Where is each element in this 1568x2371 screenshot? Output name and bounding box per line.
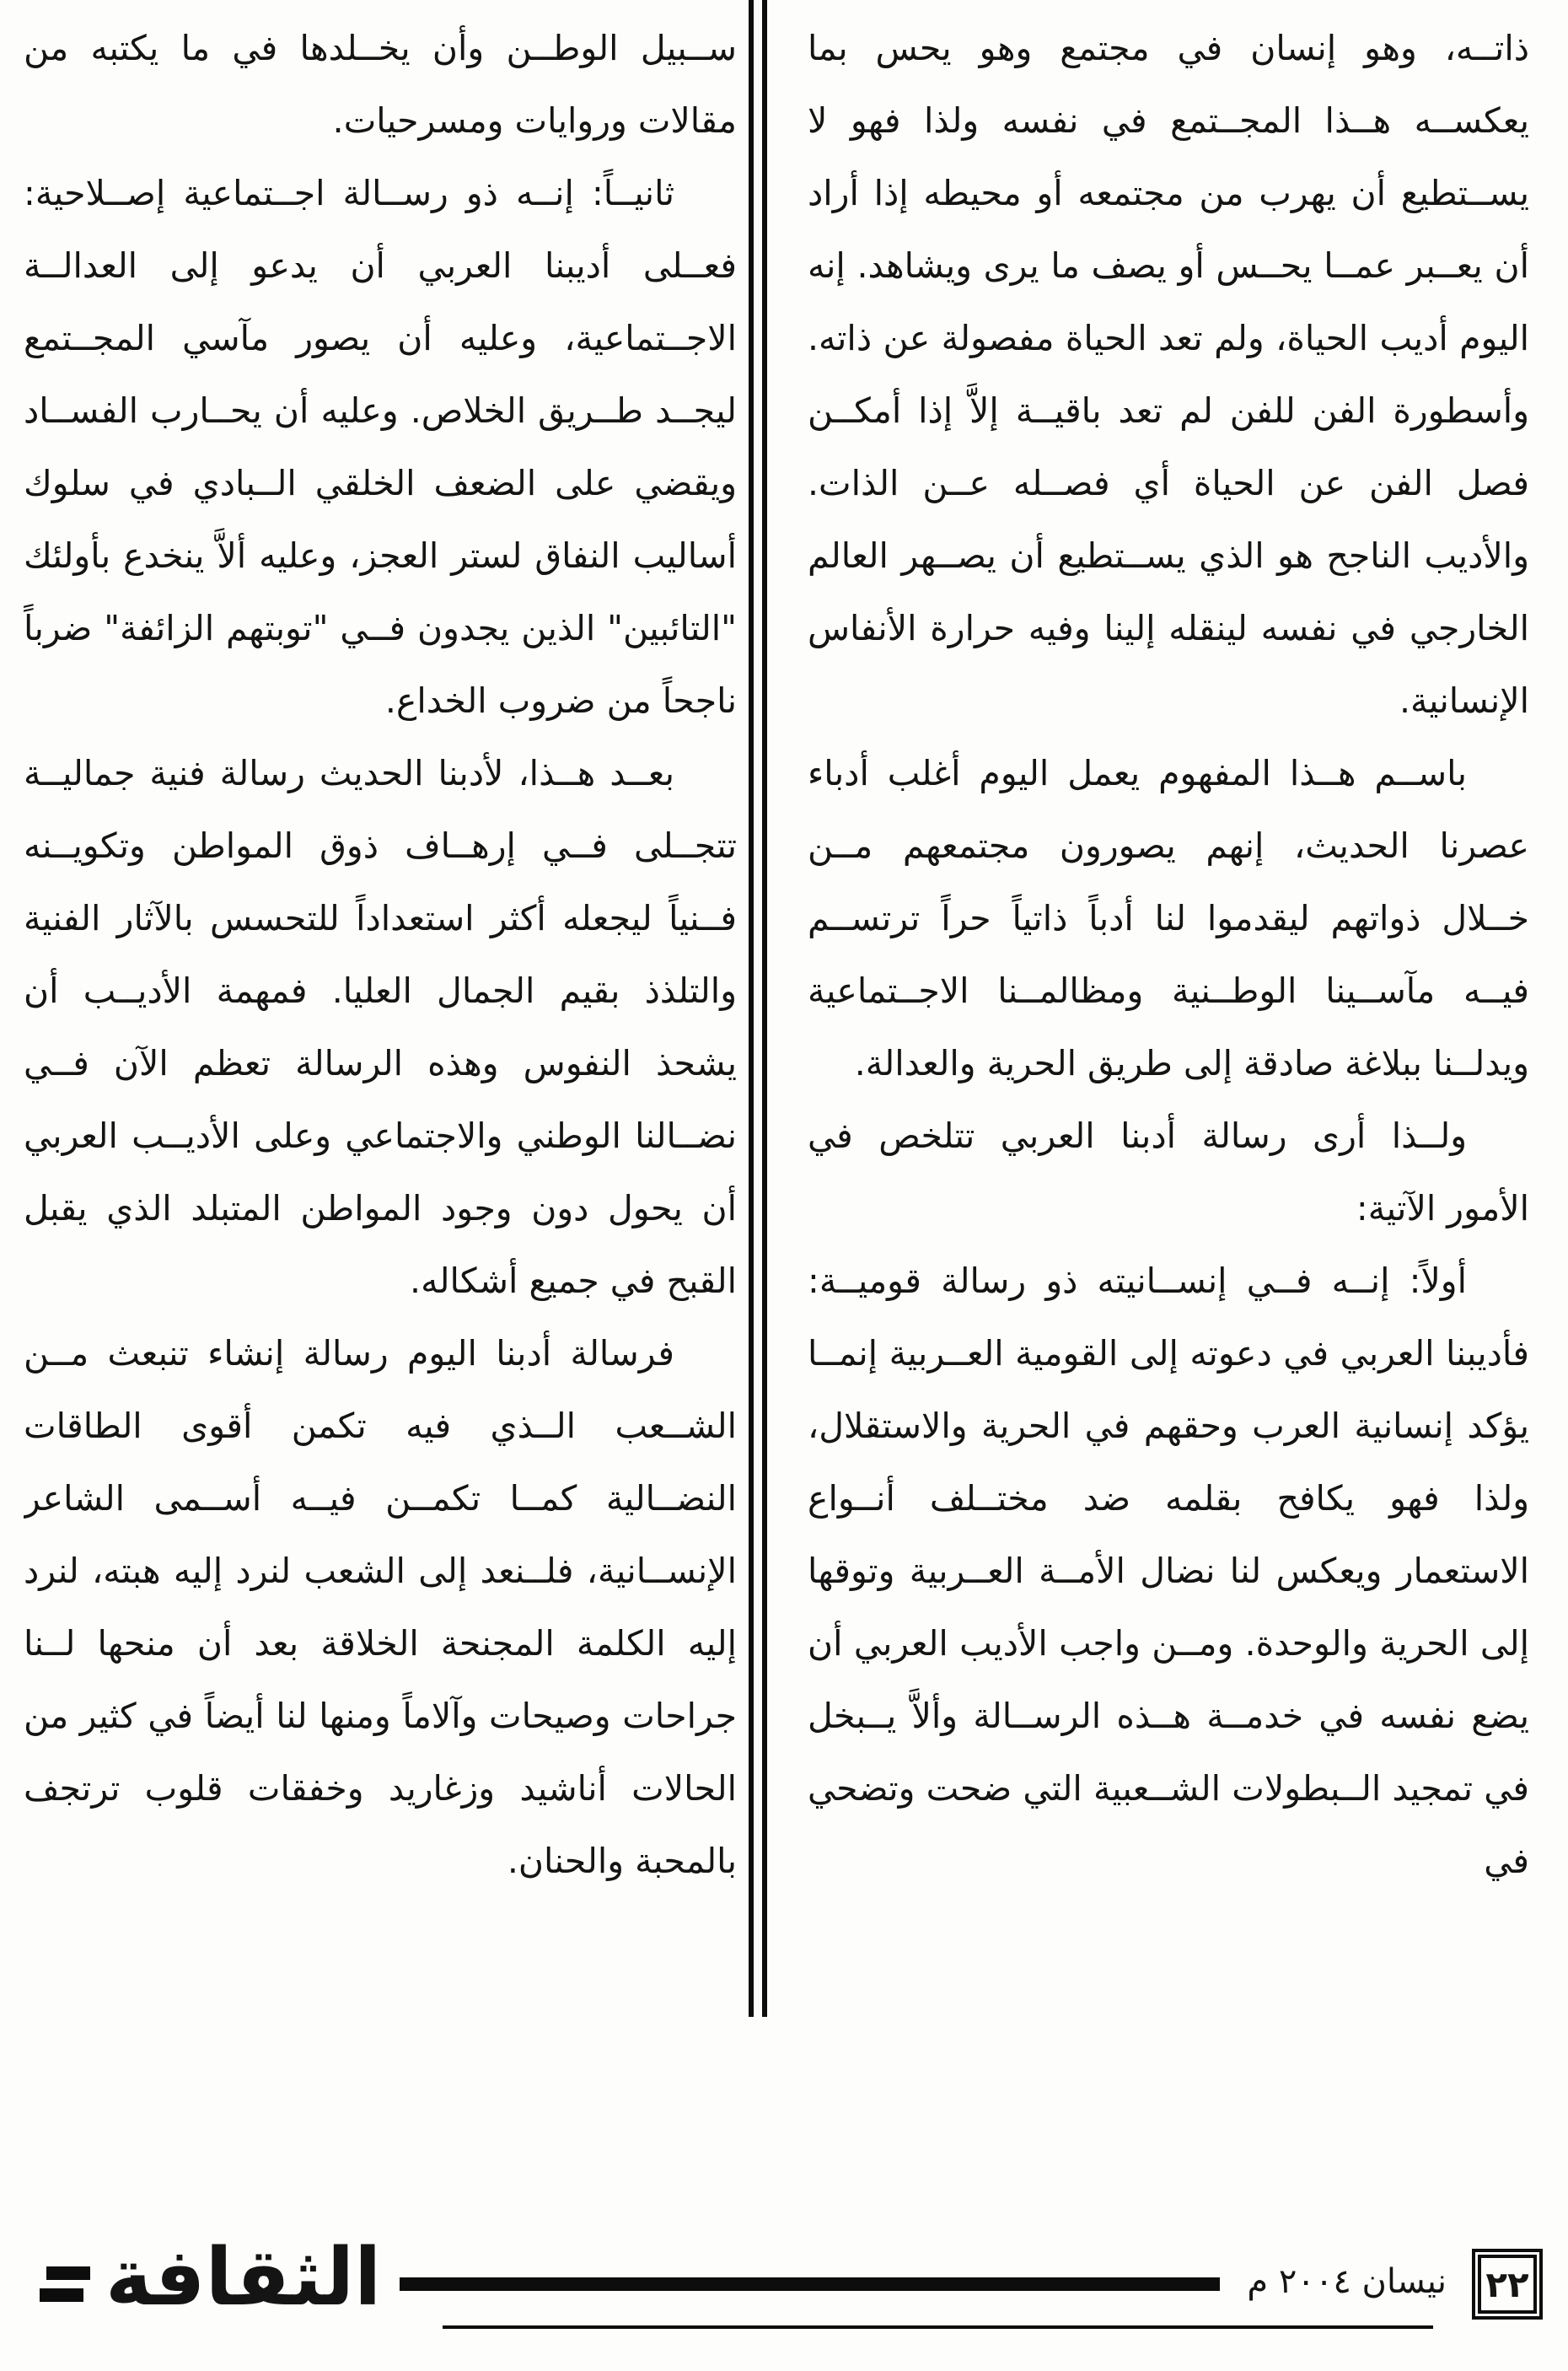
issue-date: نيسان ٢٠٠٤ م xyxy=(1247,2262,1447,2301)
paragraph: أولاً: إنــه فــي إنســانيته ذو رسالة قوميــة: فأديبنا العربي في دعوته إلى القومية العــربية إنمــا يؤكد إنسانية العرب وحقهم في الحرية والاستقلال، ولذا فهو يكافح بقلمه ضد مختــلف أنــواع الاستعمار ويعكس لنا نضال الأمــة العــربية وتوقها إلى الحرية والوحدة. ومــن واجب الأديب العربي أن يضع نفسه في خدمــة هــذه الرســالة وألاَّ يــبخل في تمجيد الــبطولات الشــعبية التي ضحت وتضحي في xyxy=(808,1261,1529,1881)
paragraph: فرسالة أدبنا اليوم رسالة إنشاء تنبعث مــن الشــعب الــذي فيه تكمن أقوى الطاقات النضــالية كمــا تكمــن فيــه أســمى الشاعر الإنســانية، فلــنعد إلى الشعب لنرد إليه هبته، لنرد إليه الكلمة المجنحة الخلاقة بعد أن منحها لــنا جراحات وصيحات وآلاماً ومنها لنا أيضاً في كثير من الحالات أناشيد وزغاريد وخفقات قلوب ترتجف بالمحبة والحنان. xyxy=(24,1333,737,1881)
paragraph: ذاتــه، وهو إنسان في مجتمع وهو يحس بما يعكســه هــذا المجــتمع في نفسه ولذا فهو لا يســتطيع أن يهرب من مجتمعه أو محيطه إذا أراد أن يعــبر عمــا يحــس أو يصف ما يرى ويشاهد. إنه اليوم أديب الحياة، ولم تعد الحياة مفصولة عن ذاته. وأسطورة الفن للفن لم تعد باقيــة إلاَّ إذا أمكــن فصل الفن عن الحياة أي فصــله عــن الذات. والأديب الناجح هو الذي يســتطيع أن يصــهر العالم الخارجي في نفسه لينقله إلينا وفيه حرارة الأنفاس الإنسانية. xyxy=(808,28,1529,721)
logo-mark-bar xyxy=(46,2266,90,2280)
column-separator-rule xyxy=(749,0,767,2017)
paragraph: باســم هــذا المفهوم يعمل اليوم أغلب أدباء عصرنا الحديث، إنهم يصورون مجتمعهم مــن خــلال ذواتهم ليقدموا لنا أدباً ذاتياً حراً ترتســم فيــه مآســينا الوطــنية ومظالمــنا الاجــتماعية ويدلــنا ببلاغة صادقة إلى طريق الحرية والعدالة. xyxy=(808,753,1529,1083)
logo-mark-bar xyxy=(40,2288,83,2302)
footer-thin-rule xyxy=(443,2325,1433,2329)
column-left xyxy=(24,12,737,2035)
paragraph: ولــذا أرى رسالة أدبنا العربي تتلخص في الأمور الآتية: xyxy=(808,1116,1529,1229)
page-number: ٢٢ xyxy=(1485,2263,1529,2305)
footer-rule xyxy=(400,2277,1220,2291)
logo-mark xyxy=(46,2266,90,2302)
magazine-logo: الثقافة xyxy=(105,2232,382,2324)
paragraph: ســبيل الوطــن وأن يخــلدها في ما يكتبه من مقالات وروايات ومسرحيات. xyxy=(24,28,737,141)
column-right xyxy=(808,12,1529,2035)
paragraph: بعــد هــذا، لأدبنا الحديث رسالة فنية جماليــة تتجــلى فــي إرهــاف ذوق المواطن وتكويــنه فــنياً ليجعله أكثر استعداداً للتحسس بالآثار الفنية والتلذذ بقيم الجمال العليا. فمهمة الأديــب أن يشحذ النفوس وهذه الرسالة تعظم الآن فــي نضــالنا الوطني والاجتماعي وعلى الأديــب العربي أن يحول دون وجود المواطن المتبلد الذي يقبل القبح في جميع أشكاله. xyxy=(24,753,737,1301)
footer xyxy=(46,2233,1543,2336)
paragraph: ثانيــاً: إنــه ذو رســالة اجــتماعية إصــلاحية: فعــلى أديبنا العربي أن يدعو إلى العدالــة الاجــتماعية، وعليه أن يصور مآسي المجــتمع ليجــد طــريق الخلاص. وعليه أن يحــارب الفســاد ويقضي على الضعف الخلقي الــبادي في سلوك أساليب النفاق لستر العجز، وعليه ألاَّ ينخدع بأولئك "التائبين" الذين يجدون فــي "توبتهم الزائفة" ضرباً ناجحاً من ضروب الخداع. xyxy=(24,173,737,721)
page-number-box xyxy=(1472,2249,1543,2320)
